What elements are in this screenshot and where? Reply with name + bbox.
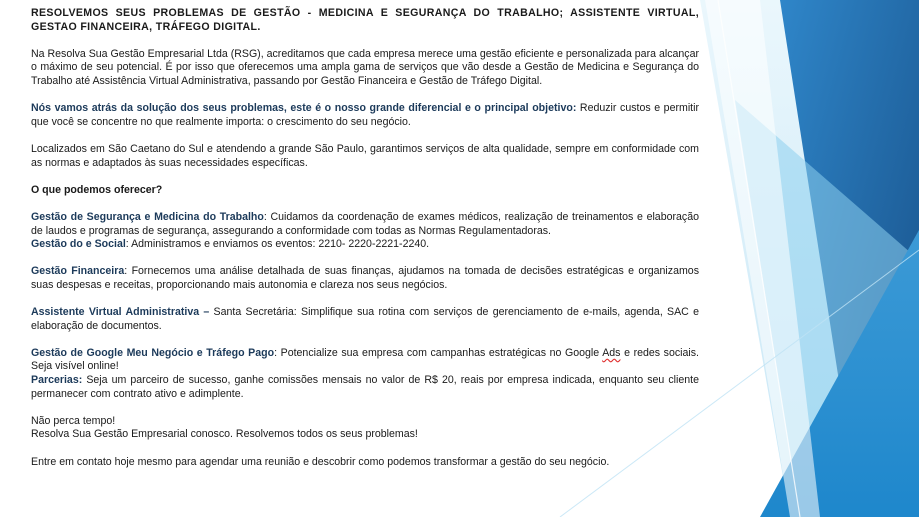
intro-paragraph: Na Resolva Sua Gestão Empresarial Ltda (RSG), acreditamos que cada empresa merece uma gestão eficiente e personalizada para alcançar o máximo de seu potencial. É por isso que oferecemos uma ampla gama de serviços que vão desde a Gestão de Medicina e Segurança do Trabalho até Assistência Virtual Administrativa, passando por Gestão Financeira e Gestão de Tráfego Digital.	[31, 47, 699, 87]
service-google-text-before: : Potencialize sua empresa com campanhas estratégicas no Google	[274, 346, 603, 359]
service-partners	[31, 374, 699, 401]
service-finance-text: : Fornecemos uma análise detalhada de suas finanças, ajudamos na tomada de decisões estratégicas e organizamos suas despesas e receitas, proporcionando mais autonomia e clareza nos seus negócios.	[31, 265, 699, 291]
service-assistant-text: Santa Secretária: Simplifique sua rotina com serviços de gerenciamento de e-mails, agenda, SAC e elaboração de documentos.	[31, 306, 699, 332]
service-assistant-label: Assistente Virtual Administrativa –	[31, 306, 210, 319]
service-google-label: Gestão de Google Meu Negócio e Tráfego Pago	[31, 346, 275, 359]
spellcheck-word-ads: Ads	[602, 346, 621, 359]
document-body	[31, 7, 699, 483]
closing-cta: Entre em contato hoje mesmo para agendar uma reunião e descobrir como podemos transformar a gestão do seu negócio.	[31, 455, 610, 468]
service-google-text-after: e redes sociais. Seja visível online!	[31, 346, 699, 373]
service-social	[31, 238, 699, 252]
closing-line-2: Resolva Sua Gestão Empresarial conosco. Resolvemos todos os seus problemas!	[31, 428, 418, 441]
offer-heading: O que podemos oferecer?	[31, 183, 163, 196]
service-partners-text: Seja um parceiro de sucesso, ganhe comissões mensais no valor de R$ 20, reais por empresa indicada, enquanto seu cliente permanecer com contrato ativo e adimplente.	[31, 374, 699, 400]
service-google	[31, 347, 699, 374]
service-safety	[31, 211, 699, 238]
service-safety-text: : Cuidamos da coordenação de exames médicos, realização de treinamentos e elaboração de laudos e programas de segurança, assegurando a conformidade com todas as Normas Regulamentadoras.	[31, 210, 699, 237]
service-partners-label: Parcerias:	[31, 374, 83, 387]
service-social-text: : Administramos e enviamos os eventos: 2210- 2220-2221-2240.	[125, 238, 430, 251]
location-paragraph: Localizados em São Caetano do Sul e atendendo a grande São Paulo, garantimos serviços de alta qualidade, sempre em conformidade com as normas e adaptados às suas necessidades específicas.	[31, 142, 699, 169]
service-social-label: Gestão do e Social	[31, 238, 126, 251]
document-title: RESOLVEMOS SEUS PROBLEMAS DE GESTÃO - MEDICINA E SEGURANÇA DO TRABALHO; ASSISTENTE VIRTUAL, GESTAO FINANCEIRA, TRÁFEGO DIGITAL.	[31, 7, 699, 33]
service-finance-label: Gestão Financeira	[31, 265, 125, 278]
differential-paragraph	[31, 102, 699, 129]
differential-text: Reduzir custos e permitir que você se concentre no que realmente importa: o crescimento do seu negócio.	[31, 102, 699, 128]
service-assistant	[31, 306, 699, 333]
service-finance	[31, 265, 699, 292]
service-safety-label: Gestão de Segurança e Medicina do Trabalho	[31, 210, 264, 223]
closing-line-1: Não perca tempo!	[31, 414, 116, 427]
differential-lead: Nós vamos atrás da solução dos seus problemas, este é o nosso grande diferencial e o principal objetivo:	[31, 102, 577, 115]
